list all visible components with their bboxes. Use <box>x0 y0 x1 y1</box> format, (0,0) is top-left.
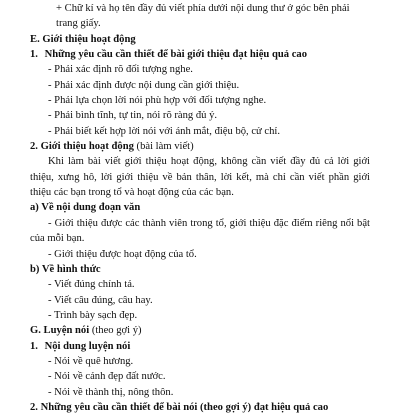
list-item: - Trình bày sạch đẹp. <box>48 309 138 321</box>
signature-instruction-text: + Chữ kí và họ tên đầy đủ viết phía dưới nội dung thư ở góc bên phải trang giấy. <box>56 3 350 30</box>
list-item: - Nói về quê hương. <box>48 355 134 367</box>
subheading-text: Về hình thức <box>41 263 101 275</box>
list-item: - Viết đúng chính tả. <box>48 279 135 291</box>
list-item: - Viết câu đúng, câu hay. <box>48 294 153 306</box>
subheading-a <box>30 200 370 215</box>
heading-text: Nội dung luyện nói <box>44 340 131 352</box>
signature-instruction <box>30 1 370 32</box>
list-item: - Phải biết kết hợp lời nói với ánh mắt, điệu bộ, cử chỉ. <box>48 125 281 137</box>
section-g-heading-2-partial: 2. Những yêu cầu cần thiết để bài nói (theo gợi ý) đạt hiệu quả cao <box>30 401 329 413</box>
heading-number: 1. <box>30 340 38 352</box>
section-e-heading-2 <box>30 139 370 154</box>
list-item <box>30 216 370 247</box>
subheading-label: a) <box>30 202 39 214</box>
section-e-heading-1 <box>30 47 370 62</box>
heading-note: (bài làm viết) <box>133 141 194 153</box>
subheading-b <box>30 262 370 277</box>
section-title-note: (theo gợi ý) <box>89 325 142 337</box>
list-item: - Phải bình tĩnh, tự tin, nói rõ ràng đủ ý. <box>48 110 218 122</box>
list-item: - Phải xác định được nội dung cần giới thiệu. <box>48 79 240 91</box>
section-g-title <box>30 323 370 338</box>
list-item-text: - Giới thiệu được các thành viên trong tổ, giới thiệu đặc điểm riêng nổi bật của mỗi bạn. <box>30 217 370 245</box>
subheading-label: b) <box>30 263 40 275</box>
list-item: - Phải xác định rõ đối tượng nghe. <box>48 64 193 76</box>
heading-text: Những yêu cầu cần thiết để bài giới thiệu đạt hiệu quả cao <box>44 49 307 61</box>
subheading-text: Về nội dung đoạn văn <box>41 202 141 214</box>
list-item: - Nói về thành thị, nông thôn. <box>48 386 174 398</box>
heading-number: 2. <box>30 141 38 153</box>
list-item: - Giới thiệu được hoạt động của tổ. <box>48 248 197 260</box>
section-e-title: E. Giới thiệu hoạt động <box>30 33 136 45</box>
paragraph-text: Khi làm bài viết giới thiệu hoạt động, không cần viết đầy đủ cả lời giới thiệu, xưng hô, lời giới thiệu về bản thân, lời kết, mà chỉ cần viết phần giới thiệu các bạn trong tổ và hoạt động của các bạn. <box>30 156 370 199</box>
list-item: - Nói về cảnh đẹp đất nước. <box>48 371 166 383</box>
heading-number: 1. <box>30 49 38 61</box>
heading-text: Giới thiệu hoạt động <box>40 141 134 153</box>
paragraph <box>30 154 370 200</box>
list-item: - Phải lựa chọn lời nói phù hợp với đối tượng nghe. <box>48 95 267 107</box>
section-g-heading-1 <box>30 339 370 354</box>
section-title-text: G. Luyện nói <box>30 325 90 337</box>
